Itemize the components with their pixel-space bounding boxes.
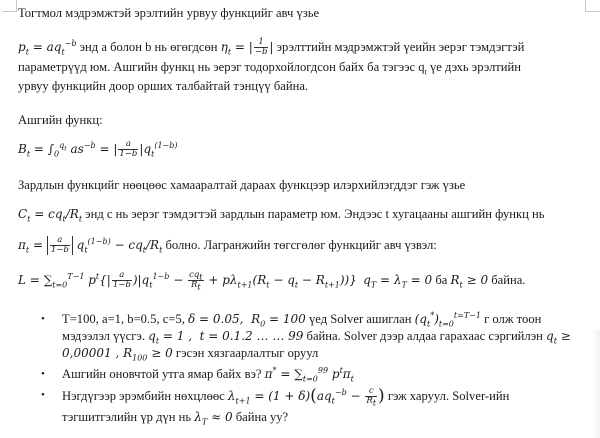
qt-subscript: t <box>424 67 427 77</box>
benefit-formula: $B_t = \int_0^{q_t}$ $as^{-b}$ = | $\frac{a}{1-b}$ $|q_t^{(1-b)}$ <box>18 139 178 159</box>
demand-text-b: эрэлттийн мэдрэмжтэй үеийн эерэг тэмдэгтэй <box>273 40 525 54</box>
task-item-1 <box>38 311 588 362</box>
task1-text-b: үед Solver ашиглан <box>305 312 415 326</box>
profit-text: болно. Лагранжийн төгсгөлөг функцийг авч үзвэл: <box>162 238 437 252</box>
bullet-icon: • <box>41 389 45 401</box>
frac-den: 1−b <box>112 280 131 290</box>
task2-formula: $\pi^* = \sum_{t=0}^{99}$ $p^t\pi_t$ <box>264 366 354 384</box>
task1-lower-bound: $q_t$ ≥ <box>546 329 571 346</box>
task2-text: Ашгийн оновчтой утга ямар байх вэ? <box>62 367 265 381</box>
profit-formula-line <box>18 236 437 255</box>
page-edge-shadow <box>592 330 600 438</box>
demand-paragraph-line-1 <box>18 38 524 57</box>
task3-text-b: гэж харуул. Solver-ийн <box>384 389 510 403</box>
frac-num: a <box>50 236 70 246</box>
cost-intro: Зардлын функцийг нөөцөөс хамааралтай дараах функцээр илэрхийлэгддэг гэж үзье <box>18 178 466 192</box>
margin-crop-mark-top-right <box>585 0 600 12</box>
frac-num: a <box>118 140 138 150</box>
task1-init-formula: $q_t = 1$ , t = 0.1.2 … … 99 <box>148 329 304 346</box>
lagrangian-line <box>18 271 525 290</box>
lagrangian-text-b: байна. <box>488 273 526 287</box>
terminal-condition: $q_T = \lambda_T = 0$ <box>363 273 433 290</box>
task3-line2-b: байна уу? <box>232 410 289 424</box>
profit-formula: $\pi_t$ = $\frac{a}{1-b}$ $q_t^{(1-b)} - cq_t/R_t$ <box>18 235 163 255</box>
task-list <box>38 311 588 426</box>
task1-text-c: г олж тоон <box>480 312 542 326</box>
lagrangian-formula: $L = \sum_{t=0}^{T-1}$ $p^t\{|$ $\frac{a}{1-b}$ )$|q_t^{1-b}$ − $\frac{cq_t}{R_t}$ + $p\lambda_{t+1}(R_t - q_t - R_{t+1})$)} <box>18 270 357 292</box>
task3-formula: $\lambda_{t+1} = (1 + \delta)(aq_t^{-b}$ − $\frac{c}{R_t}$ ) <box>227 386 385 408</box>
frac-den: −b <box>254 47 268 57</box>
task1-solution-formula: $(q_t^*)_{t=0}^{t=T-1}$ <box>414 311 481 329</box>
task3-terminal-formula: $\lambda_T \approx 0$ <box>194 410 233 427</box>
bullet-icon: • <box>41 368 45 380</box>
demand-formula: $p_t = aq_t^{-b}$ <box>18 39 77 57</box>
frac-num: 1 <box>254 38 269 48</box>
demand-paragraph-line-2 <box>18 59 521 75</box>
intro-line: Тогтмол мэдрэмжтэй эрэлтийн урвуу функцийг авч үзье <box>18 6 320 20</box>
task1-params-formula: δ = 0.05, $R_0 = 100$ <box>188 312 306 329</box>
task1-line2-b: байна. Solver дээр алдаа гарахаас сэргийлэн <box>303 329 547 343</box>
task1-bounds-formula: 0,00001 , $R_{100} \ge 0$ <box>62 346 173 363</box>
cost-formula-line <box>18 206 544 222</box>
demand-text-line2-tail: үе дэхь эрэлтийн <box>426 60 522 74</box>
task1-params-text: T=100, a=1, b=0.5, c=5, <box>62 312 188 326</box>
cost-text: энд c нь эерэг тэмдэгтэй зардлын параметр юм. Эндээс t хугацааны ашгийн функц нь <box>82 207 545 221</box>
elasticity-formula: $\eta_t$ = | $\frac{1}{-b}$ | <box>220 37 274 57</box>
benefit-label: Ашгийн функц: <box>18 113 103 127</box>
task1-line2-a: мэдээлэл үүсгэ. <box>62 329 149 343</box>
task1-line3-b: гэсэн хязгаарлалтыг оруул <box>172 346 319 360</box>
demand-paragraph-line-3: урвуу функцийн доор орших талбайтай тэнцүү байна. <box>18 79 309 93</box>
bullet-icon: • <box>41 313 45 325</box>
cost-formula: $C_t = cq_t/R_t$ <box>18 207 83 224</box>
demand-text-a: энд a болон b нь өгөгдсөн <box>76 40 221 54</box>
resource-constraint: $R_t \ge 0$ <box>450 273 489 290</box>
task3-text-a: Нэгдүгээр эрэмбийн нөхцлөөс <box>62 389 228 403</box>
frac-num: a <box>112 271 132 281</box>
lagrangian-text-a: ба <box>432 273 451 287</box>
task3-line2-a: тэгшитгэлийн үр дүн нь <box>62 410 195 424</box>
margin-crop-mark-top-left <box>2 0 17 12</box>
frac-den: 1−b <box>50 245 69 255</box>
frac-den: 1−b <box>119 149 138 159</box>
demand-text-line2: параметрүүд юм. Ашгийн функц нь эерэг тодорхойлогдсон байх ба тэгээс q <box>18 60 425 74</box>
task-item-3 <box>38 387 588 426</box>
task-item-2 <box>38 366 588 383</box>
